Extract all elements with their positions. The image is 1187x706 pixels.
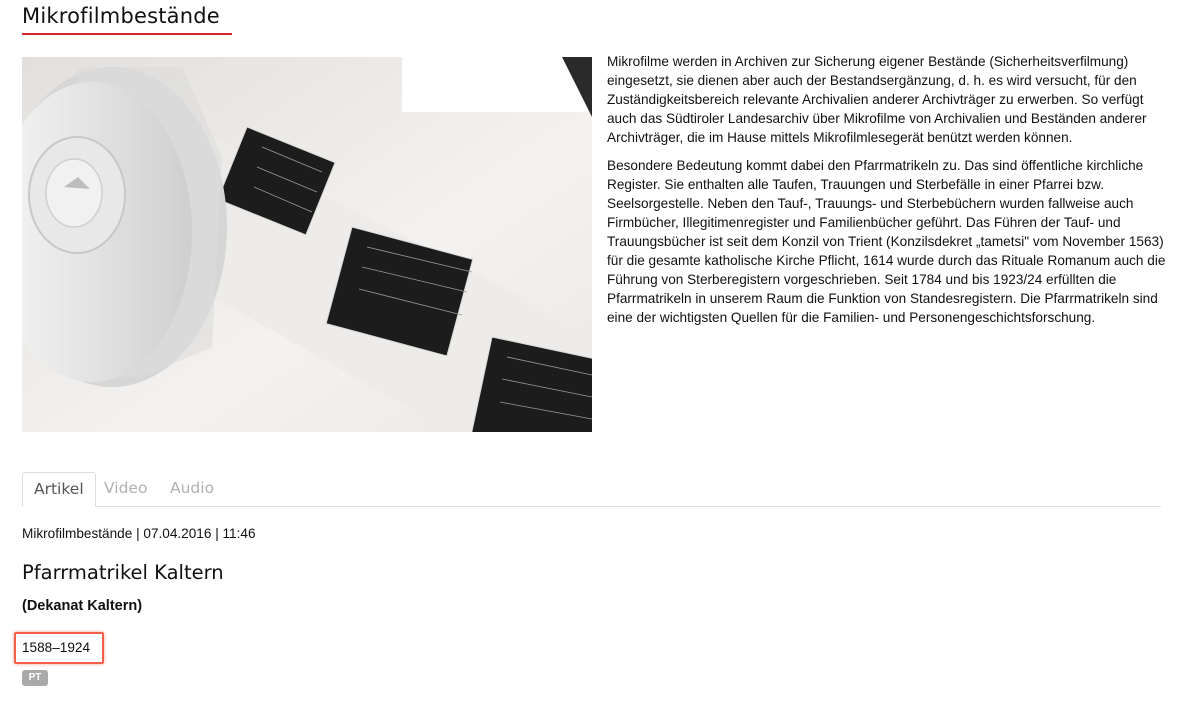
title-underline (22, 33, 232, 35)
article-subtitle: (Dekanat Kaltern) (22, 598, 143, 614)
tab-video[interactable]: Video (104, 479, 148, 497)
tab-bar (22, 472, 1161, 507)
article-title: Pfarrmatrikel Kaltern (22, 561, 224, 584)
pt-badge[interactable]: PT (22, 670, 48, 686)
tab-audio[interactable]: Audio (170, 479, 215, 497)
intro-text (607, 52, 1167, 336)
hero-image (22, 57, 592, 432)
tab-artikel[interactable]: Artikel (22, 472, 96, 507)
page-title: Mikrofilmbestände (22, 4, 220, 28)
date-range[interactable]: 1588–1924 (22, 640, 91, 655)
intro-paragraph-2: Besondere Bedeutung kommt dabei den Pfarrmatrikeln zu. Das sind öffentliche kirchliche Register. Sie enthalten alle Taufen, Trauungen und Sterbefälle in einer Pfarrei bzw. Seelsorgestelle. Neben den Tauf-, Trauungs- und Sterbebüchern wurden fallweise auch Firmbücher, Illegitimenregister und Familienbücher geführt. Das Führen der Tauf- und Trauungsbücher ist seit dem Konzil von Trient (Konzilsdekret „tametsi" vom November 1563) für die gesamte katholische Kirche Pflicht, 1614 wurde durch das Rituale Romanum auch die Führung von Sterberegistern vorgeschrieben. Seit 1784 und bis 1923/24 erfüllten die Pfarrmatrikeln in unserem Raum die Funktion von Standesregistern. Die Pfarrmatrikeln sind eine der wichtigsten Quellen für die Familien- und Personengeschichtsforschung. (607, 158, 1166, 325)
intro-paragraph-1: Mikrofilme werden in Archiven zur Sicherung eigener Bestände (Sicherheitsverfilmung) eingesetzt, sie dienen aber auch der Bestandsergänzung, d. h. es wird versucht, für den Zuständigkeitsbereich relevante Archivalien anderer Archivträger zu erwerben. So verfügt auch das Südtiroler Landesarchiv über Mikrofilme von Archivalien und Beständen anderer Archivträger, die im Hause mittels Mikrofilmlesegerät benützt werden können. (607, 54, 1147, 145)
article-meta: Mikrofilmbestände | 07.04.2016 | 11:46 (22, 526, 256, 541)
microfilm-reel-image (22, 57, 592, 432)
